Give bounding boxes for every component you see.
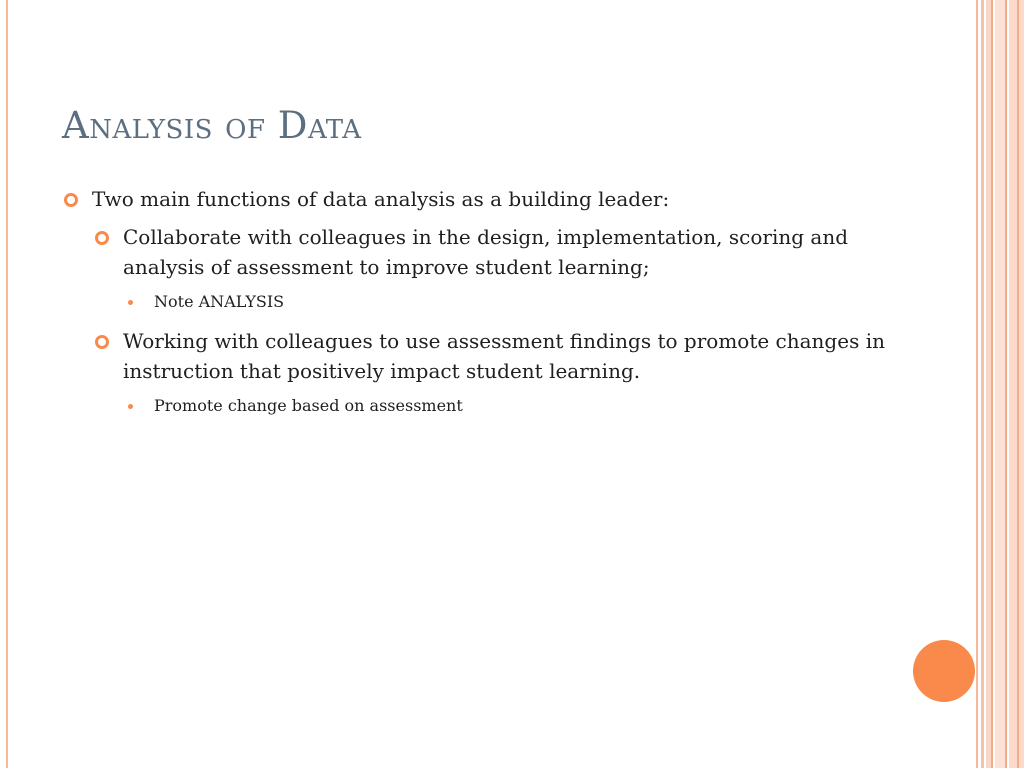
dot-bullet-icon xyxy=(128,404,133,409)
decorative-stripe xyxy=(981,0,984,768)
bullet-level-2 xyxy=(62,222,892,282)
bullet-level-1 xyxy=(62,184,892,214)
bullet-text: Collaborate with colleagues in the design, implementation, scoring and analysis of assessment to improve student learning; xyxy=(123,225,849,279)
dot-bullet-icon xyxy=(128,300,133,305)
decorative-stripe xyxy=(995,0,1005,768)
ring-bullet-icon xyxy=(64,193,78,207)
bullet-text: Working with colleagues to use assessment findings to promote changes in instruction that positively impact student learning. xyxy=(123,329,885,383)
bullet-level-3 xyxy=(62,290,892,314)
decorative-stripe xyxy=(1005,0,1007,768)
ring-bullet-icon xyxy=(95,335,109,349)
decorative-circle-icon xyxy=(913,640,975,702)
slide-content xyxy=(62,184,892,430)
bullet-level-3 xyxy=(62,394,892,418)
decorative-stripe xyxy=(1017,0,1019,768)
slide-title: Analysis of Data xyxy=(62,104,362,147)
decorative-stripe xyxy=(991,0,993,768)
bullet-text: Two main functions of data analysis as a building leader: xyxy=(92,187,670,211)
bullet-text: Promote change based on assessment xyxy=(154,396,463,415)
bullet-text: Note ANALYSIS xyxy=(154,292,285,311)
bullet-level-2 xyxy=(62,326,892,386)
ring-bullet-icon xyxy=(95,231,109,245)
